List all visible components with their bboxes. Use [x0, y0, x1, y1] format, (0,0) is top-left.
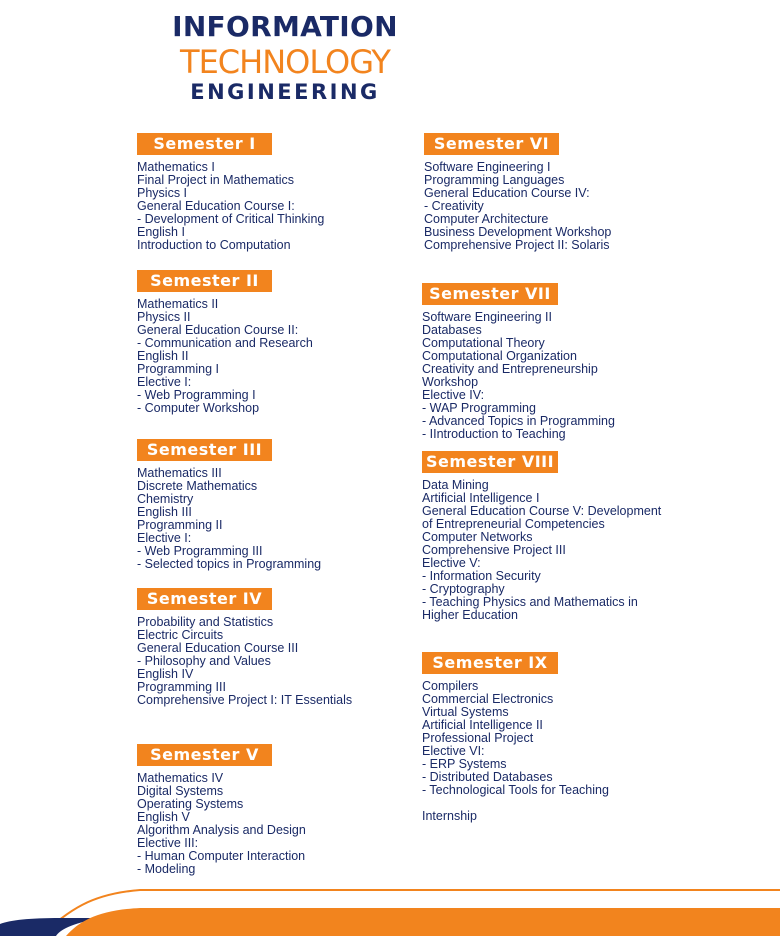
semester-3-courses [137, 467, 321, 571]
course-item: - Creativity [424, 199, 484, 213]
course-item: - Teaching Physics and Mathematics in [422, 595, 638, 609]
title-line-information: INFORMATION [172, 10, 398, 43]
course-item: - Advanced Topics in Programming [422, 414, 615, 428]
course-item: Virtual Systems [422, 705, 509, 719]
course-item: Professional Project [422, 731, 534, 745]
semester-5-heading: Semester V [137, 744, 272, 766]
title-line-engineering: ENGINEERING [190, 80, 380, 104]
course-item: Mathematics I [137, 160, 215, 174]
course-item: Compilers [422, 679, 479, 693]
semester-9-courses [422, 680, 609, 823]
semester-4 [137, 588, 352, 707]
course-item: Digital Systems [137, 784, 224, 798]
semester-5-courses [137, 772, 306, 876]
course-item: Comprehensive Project I: IT Essentials [137, 693, 353, 707]
semester-2-heading: Semester II [137, 270, 272, 292]
semester-1 [137, 133, 324, 252]
course-item: Mathematics II [137, 297, 219, 311]
course-item: Final Project in Mathematics [137, 173, 295, 187]
semester-8 [422, 451, 661, 622]
semester-2 [137, 270, 313, 415]
course-item: Physics II [137, 310, 191, 324]
course-item: Computational Theory [422, 336, 545, 350]
course-item: Probability and Statistics [137, 615, 274, 629]
course-item: English II [137, 349, 189, 363]
semester-6 [424, 133, 611, 252]
course-item: General Education Course V: Development [422, 504, 662, 518]
course-item: - Communication and Research [137, 336, 313, 350]
course-item: Programming III [137, 680, 226, 694]
course-item: Workshop [422, 375, 479, 389]
semester-4-heading: Semester IV [137, 588, 272, 610]
semester-8-heading: Semester VIII [422, 451, 558, 473]
course-item: Business Development Workshop [424, 225, 612, 239]
course-item: Commercial Electronics [422, 692, 554, 706]
semester-1-courses [137, 161, 324, 252]
course-item: - WAP Programming [422, 401, 536, 415]
course-item: Software Engineering II [422, 310, 552, 324]
semester-1-heading: Semester I [137, 133, 272, 155]
footer-orange-band [66, 908, 780, 936]
course-item: Elective IV: [422, 388, 485, 402]
semester-7-courses [422, 311, 615, 441]
course-item: Creativity and Entrepreneurship [422, 362, 598, 376]
semester-3 [137, 439, 321, 571]
course-item: - Cryptography [422, 582, 505, 596]
course-item: Computational Organization [422, 349, 577, 363]
semester-8-courses [422, 479, 661, 622]
course-item: Computer Architecture [424, 212, 549, 226]
course-item: - Information Security [422, 569, 541, 583]
course-item: English I [137, 225, 185, 239]
course-item: - IIntroduction to Teaching [422, 427, 566, 441]
course-item: General Education Course IV: [424, 186, 590, 200]
course-item: Elective V: [422, 556, 481, 570]
course-item: Internship [422, 809, 477, 823]
course-item: Operating Systems [137, 797, 244, 811]
semester-7 [422, 283, 615, 441]
course-item: - Distributed Databases [422, 770, 553, 784]
course-item: - Web Programming III [137, 544, 263, 558]
course-item: General Education Course I: [137, 199, 295, 213]
course-item: Databases [422, 323, 482, 337]
course-item: - Web Programming I [137, 388, 256, 402]
semester-9 [422, 652, 609, 823]
semester-3-heading: Semester III [137, 439, 272, 461]
course-item: - Selected topics in Programming [137, 557, 322, 571]
course-item: Mathematics IV [137, 771, 224, 785]
course-item: Programming Languages [424, 173, 565, 187]
course-item: Programming I [137, 362, 219, 376]
course-item: Data Mining [422, 478, 489, 492]
course-item: Mathematics III [137, 466, 222, 480]
semester-4-courses [137, 616, 352, 707]
course-item: Artificial Intelligence I [422, 491, 540, 505]
course-item: English IV [137, 667, 194, 681]
course-item: - Modeling [137, 862, 196, 876]
semester-7-heading: Semester VII [422, 283, 558, 305]
course-item: Elective I: [137, 531, 192, 545]
course-item: of Entrepreneurial Competencies [422, 517, 605, 531]
course-item: Introduction to Computation [137, 238, 291, 252]
title-line-technology: TECHNOLOGY [180, 43, 390, 81]
course-item: Discrete Mathematics [137, 479, 258, 493]
course-item: Higher Education [422, 608, 518, 622]
course-item: Comprehensive Project II: Solaris [424, 238, 610, 252]
course-item: Comprehensive Project III [422, 543, 566, 557]
semester-2-courses [137, 298, 313, 415]
semester-5 [137, 744, 306, 876]
semester-9-heading: Semester IX [422, 652, 558, 674]
course-item: English V [137, 810, 190, 824]
course-item: Artificial Intelligence II [422, 718, 543, 732]
course-item: Algorithm Analysis and Design [137, 823, 306, 837]
course-item: General Education Course II: [137, 323, 299, 337]
course-item: Physics I [137, 186, 188, 200]
course-item: Electric Circuits [137, 628, 224, 642]
course-item: Elective VI: [422, 744, 485, 758]
semester-6-heading: Semester VI [424, 133, 559, 155]
course-item: Elective I: [137, 375, 192, 389]
course-item: Elective III: [137, 836, 199, 850]
course-item: - Development of Critical Thinking [137, 212, 325, 226]
course-item: English III [137, 505, 192, 519]
course-item: - Technological Tools for Teaching [422, 783, 609, 797]
course-item: - ERP Systems [422, 757, 507, 771]
course-item: Programming II [137, 518, 223, 532]
footer-swoosh-graphic [0, 870, 780, 936]
course-item: General Education Course III [137, 641, 299, 655]
course-item: - Computer Workshop [137, 401, 260, 415]
course-item: - Philosophy and Values [137, 654, 271, 668]
course-item: Computer Networks [422, 530, 533, 544]
course-item: - Human Computer Interaction [137, 849, 306, 863]
course-item: Chemistry [137, 492, 194, 506]
semester-6-courses [424, 161, 611, 252]
course-item: Software Engineering I [424, 160, 551, 174]
